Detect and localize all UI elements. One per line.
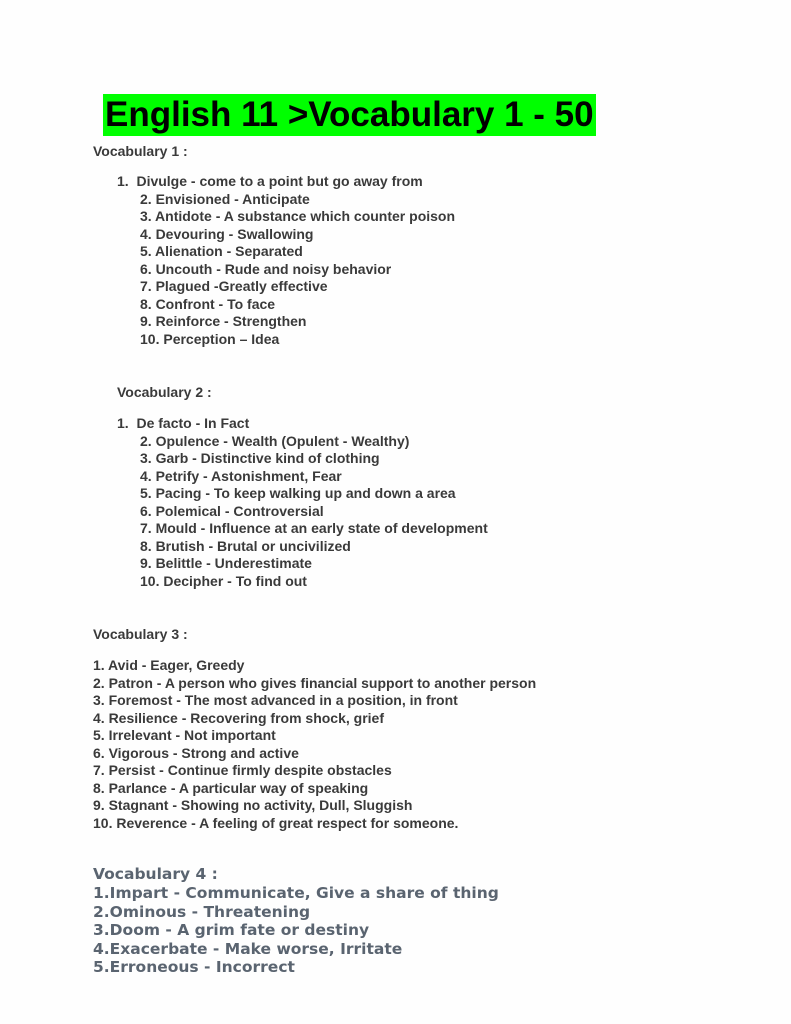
list-item: 5. Alienation - Separated — [140, 243, 303, 259]
list-item: 6. Uncouth - Rude and noisy behavior — [140, 260, 392, 277]
vocab1-heading: Vocabulary 1 : — [93, 143, 188, 159]
list-item: 5. Irrelevant - Not important — [93, 727, 276, 743]
vocab3-heading: Vocabulary 3 : — [93, 626, 188, 642]
list-item: 5. Pacing - To keep walking up and down a area — [140, 485, 456, 501]
list-item: 7. Persist - Continue firmly despite obstacles — [93, 762, 392, 778]
list-item: 2. Envisioned - Anticipate — [140, 190, 310, 207]
list-item: 2. Opulence - Wealth (Opulent - Wealthy) — [140, 432, 410, 449]
list-item: 7. Plagued -Greatly effective — [140, 278, 328, 294]
list-item: 9. Reinforce - Strengthen — [140, 313, 307, 329]
vocab2-heading: Vocabulary 2 : — [117, 384, 212, 400]
list-item: 4.Exacerbate - Make worse, Irritate — [93, 940, 403, 958]
list-item: 1.Impart - Communicate, Give a share of thing — [93, 884, 499, 902]
vocab4-heading: Vocabulary 4 : — [93, 865, 218, 883]
list-item: 10. Perception – Idea — [140, 330, 280, 347]
list-item: 8. Brutish - Brutal or uncivilized — [140, 537, 351, 554]
list-item: 2.Ominous - Threatening — [93, 903, 311, 921]
list-item: 1. Avid - Eager, Greedy — [93, 657, 245, 673]
list-item: 10. Reverence - A feeling of great respect for someone. — [93, 814, 459, 831]
list-item: 4. Devouring - Swallowing — [140, 225, 314, 242]
list-item: 10. Decipher - To find out — [140, 572, 307, 589]
list-item: 4. Petrify - Astonishment, Fear — [140, 467, 342, 484]
list-item: 3.Doom - A grim fate or destiny — [93, 921, 370, 939]
list-item: 5.Erroneous - Incorrect — [93, 958, 295, 976]
list-item: 4. Resilience - Recovering from shock, grief — [93, 709, 384, 726]
list-item: 8. Confront - To face — [140, 295, 276, 312]
list-item: 9. Belittle - Underestimate — [140, 555, 312, 571]
page-title: English 11 >Vocabulary 1 - 50 — [105, 95, 594, 134]
list-item: 1. De facto - In Fact — [117, 415, 250, 431]
list-item: 8. Parlance - A particular way of speaking — [93, 779, 369, 796]
list-item: 2. Patron - A person who gives financial support to another person — [93, 674, 537, 691]
list-item: 3. Antidote - A substance which counter poison — [140, 208, 456, 224]
list-item: 1. Divulge - come to a point but go away from — [117, 173, 423, 189]
list-item: 3. Foremost - The most advanced in a position, in front — [93, 692, 458, 708]
list-item: 9. Stagnant - Showing no activity, Dull, Sluggish — [93, 797, 413, 813]
list-item: 7. Mould - Influence at an early state of development — [140, 520, 488, 536]
list-item: 6. Polemical - Controversial — [140, 502, 324, 519]
list-item: 6. Vigorous - Strong and active — [93, 744, 299, 761]
list-item: 3. Garb - Distinctive kind of clothing — [140, 450, 380, 466]
